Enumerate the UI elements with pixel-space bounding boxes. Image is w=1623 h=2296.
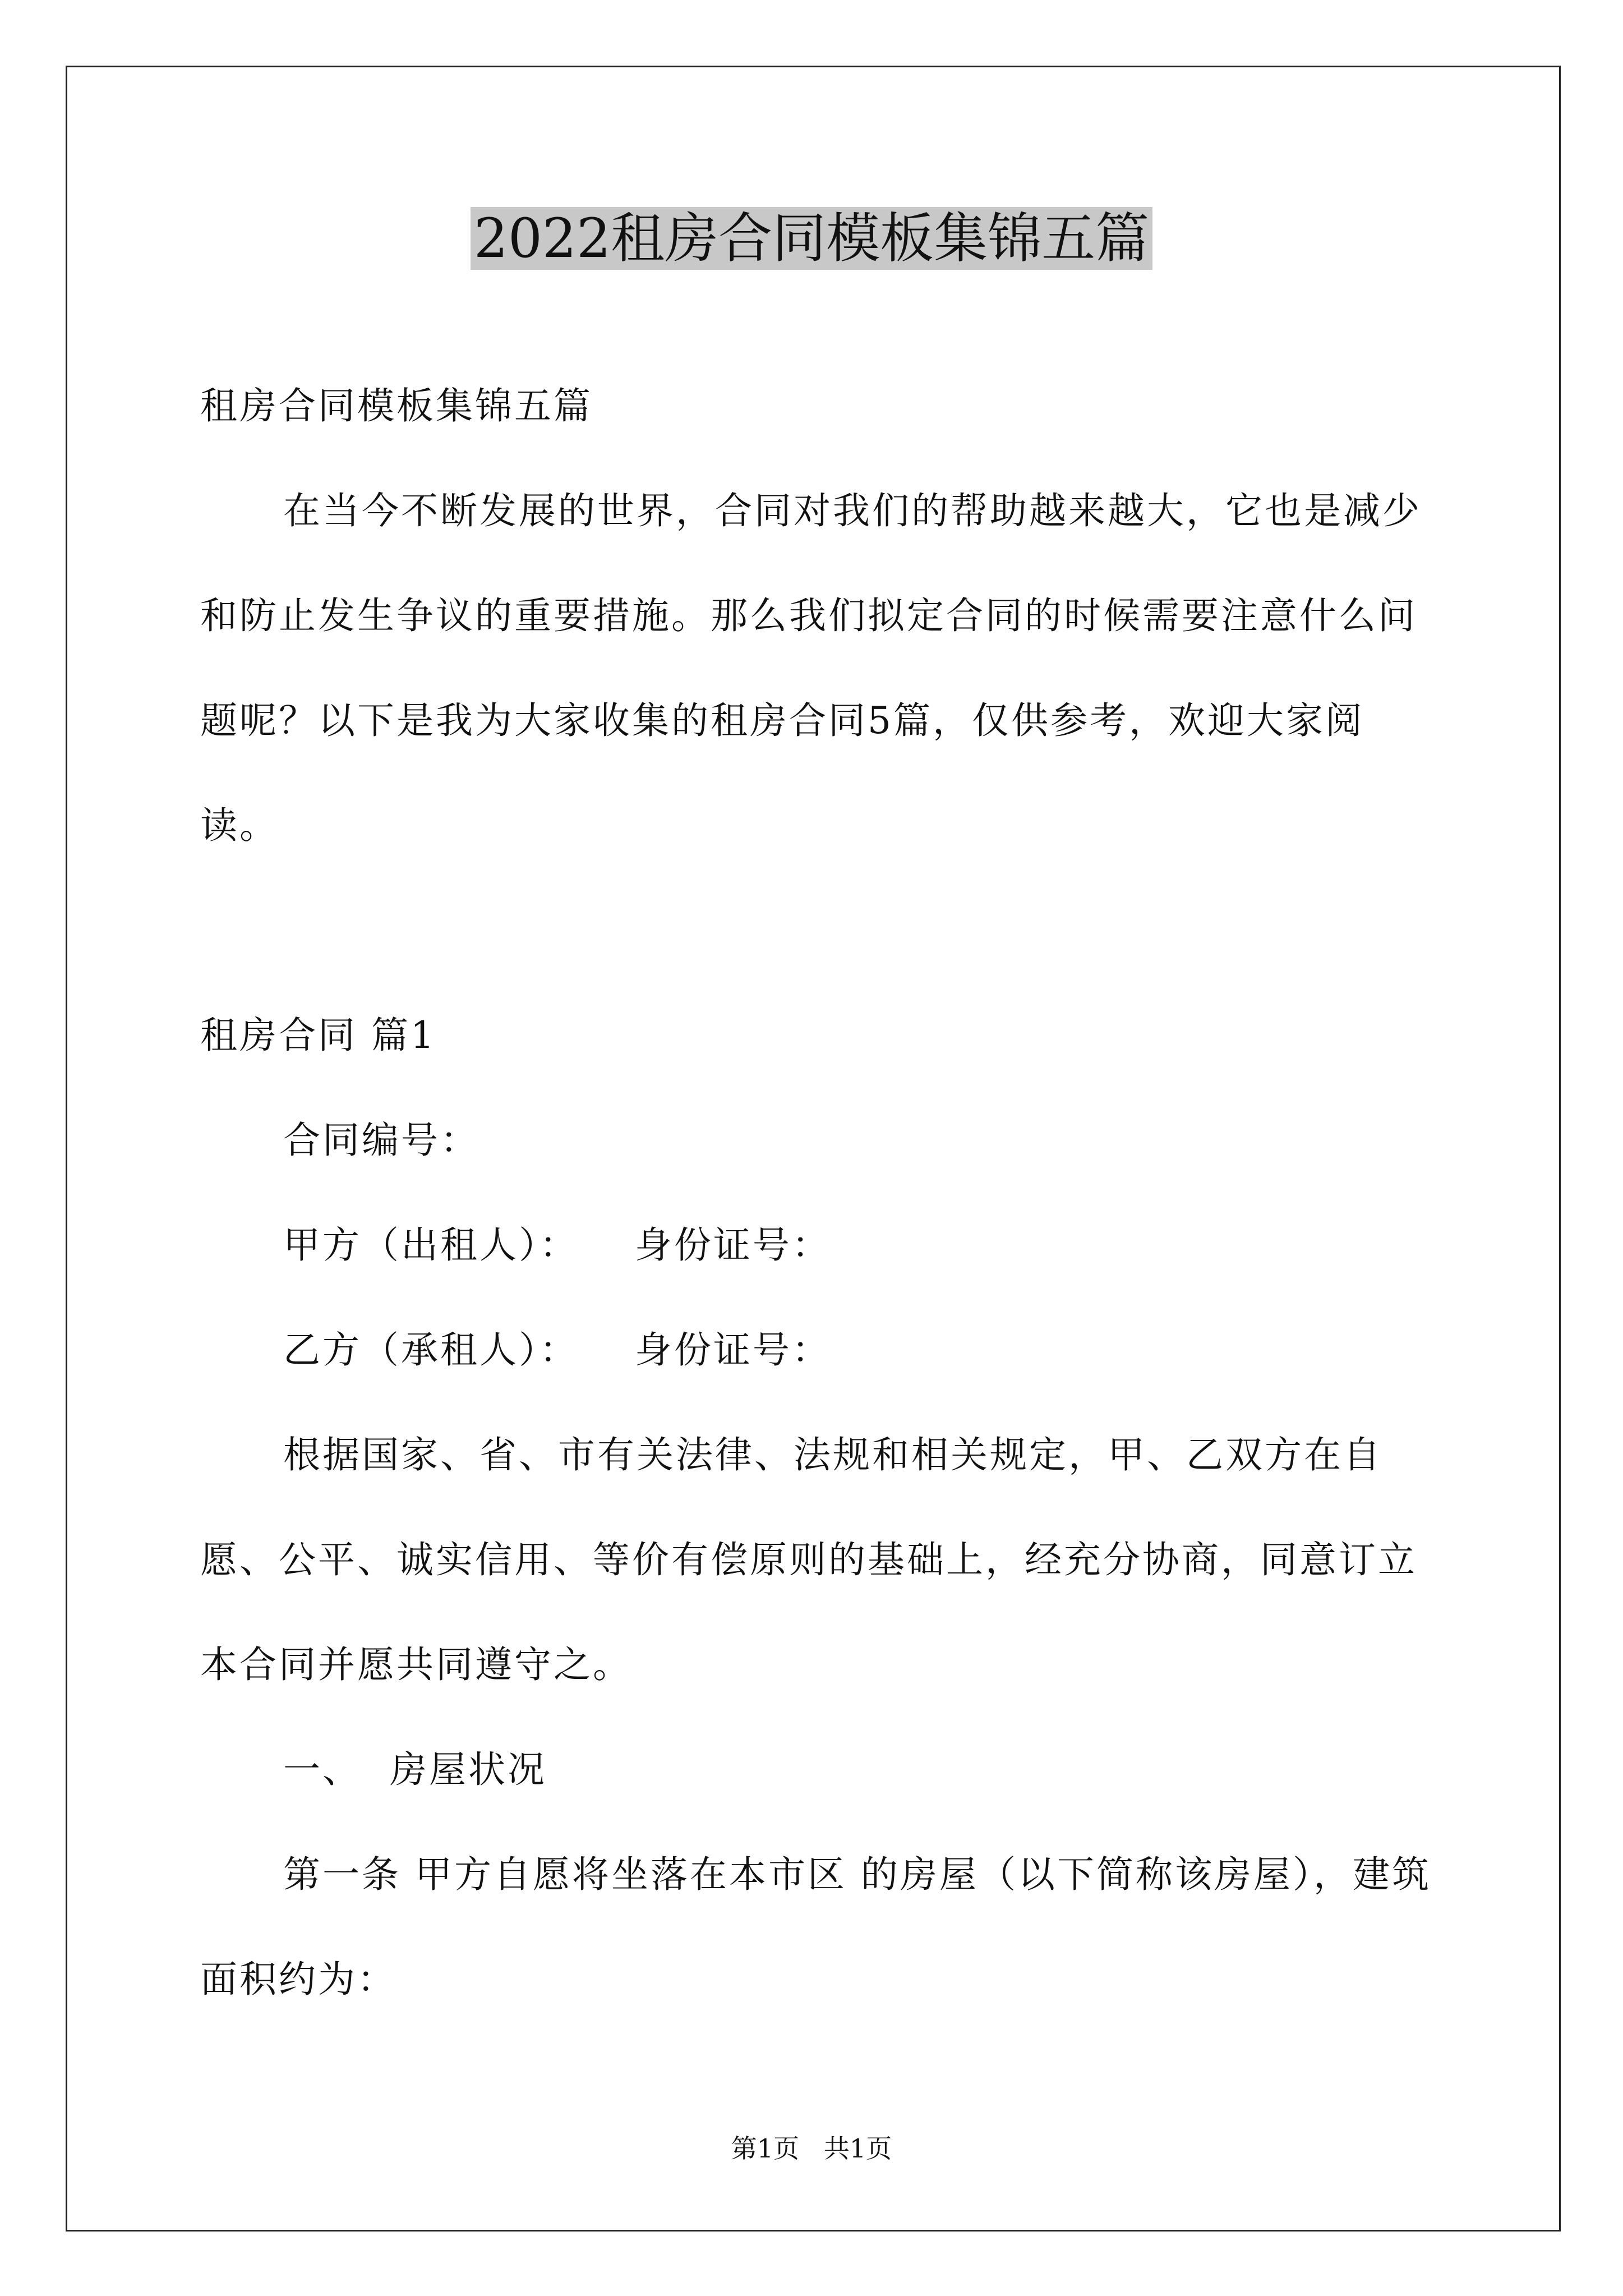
contract-number-label: 合同编号：	[283, 1119, 479, 1162]
section-heading: 租房合同 篇1	[200, 1014, 436, 1057]
article-one-paragraph: 第一条 甲方自愿将坐落在本市区 的房屋（以下简称该房屋），建筑面积约为：	[200, 1853, 1431, 2001]
intro-paragraph: 在当今不断发展的世界，合同对我们的帮助越来越大，它也是减少和防止发生争议的重要措施。那么我们拟定合同的时候需要注意什么问题呢？以下是我为大家收集的租房合同5篇，仅供参考，欢迎大家阅读。	[200, 489, 1422, 847]
document-subtitle: 租房合同模板集锦五篇	[200, 384, 593, 427]
party-a-line: 甲方（出租人）： 身份证号：	[283, 1223, 831, 1267]
document-body	[200, 353, 1434, 2032]
party-b-line: 乙方（承租人）： 身份证号：	[283, 1328, 831, 1372]
page-footer: 第1页 共1页	[731, 2133, 892, 2164]
document-title	[0, 202, 1623, 275]
clause-heading: 一、 房屋状况	[283, 1748, 547, 1791]
document-title-text: 2022租房合同模板集锦五篇	[471, 207, 1152, 270]
basis-paragraph: 根据国家、省、市有关法律、法规和相关规定，甲、乙双方在自愿、公平、诚实信用、等价有偿原则的基础上，经充分协商，同意订立本合同并愿共同遵守之。	[200, 1433, 1417, 1686]
